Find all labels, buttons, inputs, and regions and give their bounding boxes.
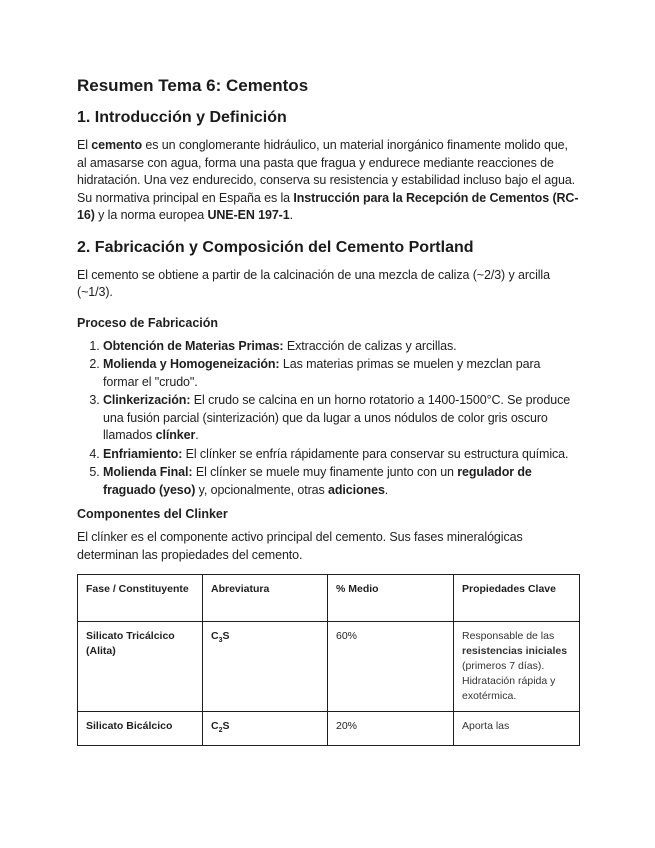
list-item: 2. Molienda y Homogeneización: Las materias primas se muelen y mezclan para formar el "crudo". bbox=[103, 356, 579, 391]
list-item: 5. Molienda Final: El clínker se muele muy finamente junto con un regulador de fraguado (yeso) y, opcionalmente, otras adiciones. bbox=[103, 464, 579, 499]
cell-abreviatura: $C_2S$ bbox=[203, 712, 328, 746]
cell-fase: Silicato Bicálcico bbox=[78, 712, 203, 746]
column-header-fase: Fase / Constituyente bbox=[78, 575, 203, 622]
cell-porcentaje: 20% bbox=[328, 712, 454, 746]
cell-porcentaje: 60% bbox=[328, 622, 454, 712]
document-title: Resumen Tema 6: Cementos bbox=[77, 76, 309, 95]
section-heading-fabricacion: 2. Fabricación y Composición del Cemento Portland bbox=[77, 238, 474, 256]
clinker-components-table bbox=[77, 574, 580, 746]
paragraph-definicion: El cemento es un conglomerante hidráulico, un material inorgánico finamente molido que, al amasarse con agua, forma una pasta que fragua y endurece mediante reacciones de hidratación. Una vez endurecido, conserva su resistencia y estabilidad incluso bajo el agua. Su normativa principal en España es la Instrucción para la Recepción de Cementos (RC-16) y la norma europea UNE-EN 197-1. bbox=[77, 138, 579, 222]
section-heading-introduccion: 1. Introducción y Definición bbox=[77, 109, 287, 126]
cell-propiedades: Aporta las bbox=[454, 712, 580, 746]
cell-abreviatura: $C_3S$ bbox=[203, 622, 328, 712]
list-item: 3. Clinkerización: El crudo se calcina en un horno rotatorio a 1400-1500°C. Se produce una fusión parcial (sinterización) que da lugar a unos nódulos de color gris oscuro llamados clínker. bbox=[103, 392, 579, 445]
cell-propiedades: Responsable de las resistencias iniciales (primeros 7 días). Hidratación rápida y exotérmica. bbox=[454, 622, 580, 712]
cell-fase: Silicato Tricálcico (Alita) bbox=[78, 622, 203, 712]
subheading-componentes: Componentes del Clinker bbox=[77, 507, 228, 521]
column-header-abreviatura: Abreviatura bbox=[203, 575, 328, 622]
list-item: 1. Obtención de Materias Primas: Extracción de calizas y arcillas. bbox=[103, 338, 579, 356]
table-row bbox=[78, 622, 580, 712]
table-row bbox=[78, 712, 580, 746]
column-header-porcentaje: % Medio bbox=[328, 575, 454, 622]
subheading-proceso: Proceso de Fabricación bbox=[77, 315, 219, 330]
list-item: 4. Enfriamiento: El clínker se enfría rápidamente para conservar su estructura química. bbox=[103, 446, 579, 464]
paragraph-obtencion: El cemento se obtiene a partir de la calcinación de una mezcla de caliza (~2/3) y arcilla (~1/3). bbox=[77, 267, 550, 299]
process-steps-list bbox=[77, 338, 579, 500]
table-header-row bbox=[78, 575, 580, 622]
paragraph-clinker: El clínker es el componente activo principal del cemento. Sus fases mineralógicas determinan las propiedades del cemento. bbox=[77, 530, 523, 562]
document-page bbox=[77, 74, 579, 746]
column-header-propiedades: Propiedades Clave bbox=[454, 575, 580, 622]
